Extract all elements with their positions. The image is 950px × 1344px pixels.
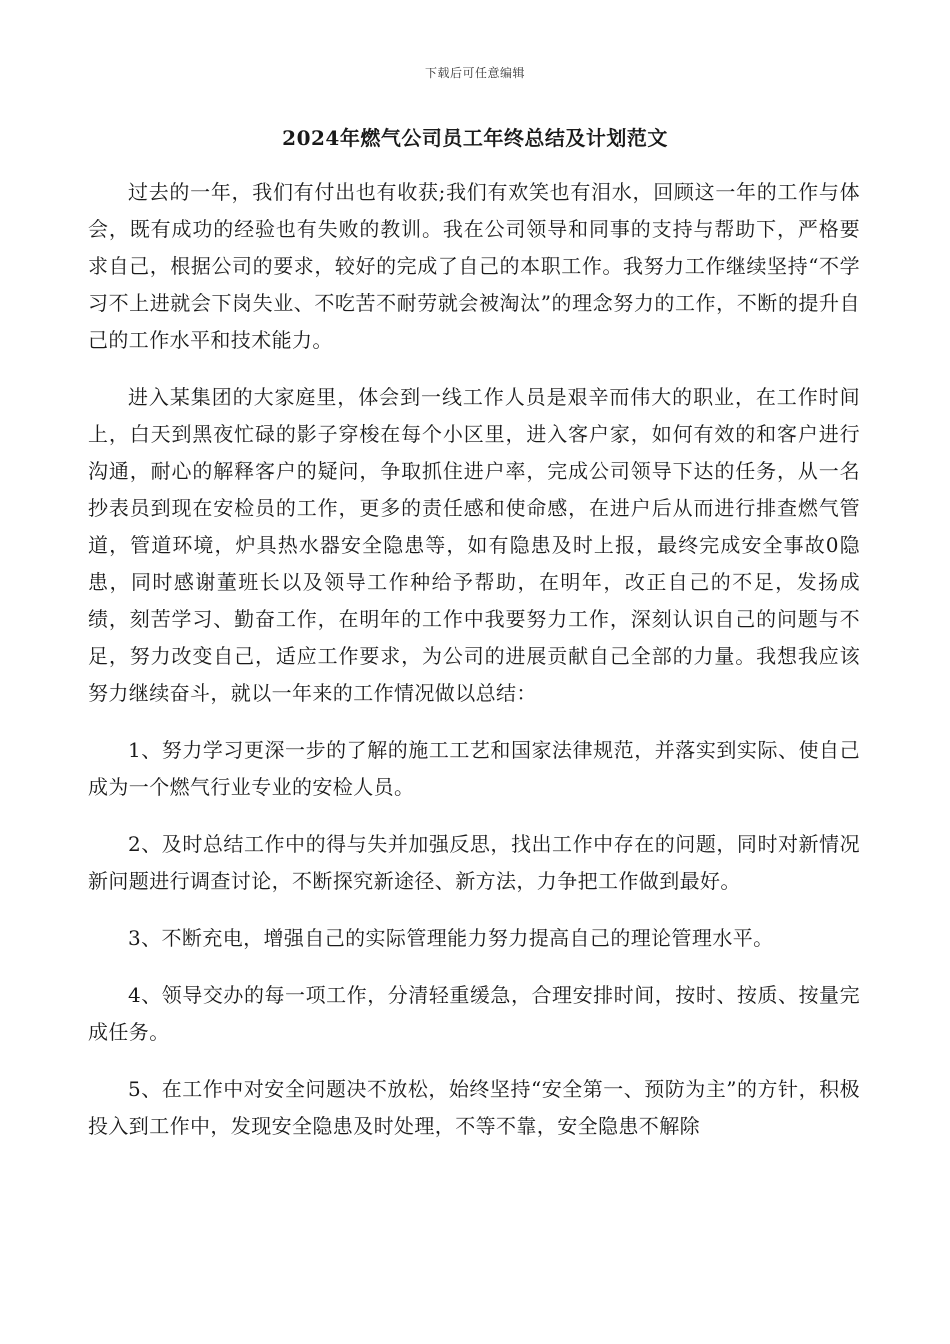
paragraph-work-experience: 进入某集团的大家庭里，体会到一线工作人员是艰辛而伟大的职业，在工作时间上，白天到黑夜忙碌的影子穿梭在每个小区里，进入客户家，如何有效的和客户进行沟通，耐心的解释客户的疑问，争取抓住进户率，完成公司领导下达的任务，从一名抄表员到现在安检员的工作，更多的责任感和使命感，在进户后从而进行排查燃气管道，管道环境，炉具热水器安全隐患等，如有隐患及时上报，最终完成安全事故0隐患，同时感谢董班长以及领导工作种给予帮助，在明年，改正自己的不足，发扬成绩，刻苦学习、勤奋工作，在明年的工作中我要努力工作，深刻认识自己的问题与不足，努力改变自己，适应工作要求，为公司的进展贡献自己全部的力量。我想我应该努力继续奋斗，就以一年来的工作情况做以总结：	[88, 385, 860, 705]
list-item-1: 1、努力学习更深一步的了解的施工工艺和国家法律规范，并落实到实际、使自己成为一个燃气行业专业的安检人员。	[88, 738, 860, 799]
list-item-5: 5、在工作中对安全问题决不放松，始终坚持“安全第一、预防为主”的方针，积极投入到工作中，发现安全隐患及时处理，不等不靠，安全隐患不解除	[88, 1077, 860, 1138]
document-body	[88, 174, 860, 1165]
list-item-2: 2、及时总结工作中的得与失并加强反思，找出工作中存在的问题，同时对新情况新问题进行调查讨论，不断探究新途径、新方法，力争把工作做到最好。	[88, 832, 860, 893]
list-item-3: 3、不断充电，增强自己的实际管理能力努力提高自己的理论管理水平。	[128, 926, 774, 950]
paragraph-intro: 过去的一年，我们有付出也有收获;我们有欢笑也有泪水，回顾这一年的工作与体会，既有成功的经验也有失败的教训。我在公司领导和同事的支持与帮助下，严格要求自己，根据公司的要求，较好的完成了自己的本职工作。我努力工作继续坚持“不学习不上进就会下岗失业、不吃苦不耐劳就会被淘汰”的理念努力的工作，不断的提升自己的工作水平和技术能力。	[88, 180, 860, 352]
document-title: 2024年燃气公司员工年终总结及计划范文	[282, 126, 668, 150]
header-note: 下载后可任意编辑	[424, 66, 525, 80]
list-item-4: 4、领导交办的每一项工作，分清轻重缓急，合理安排时间，按时、按质、按量完成任务。	[88, 983, 860, 1044]
